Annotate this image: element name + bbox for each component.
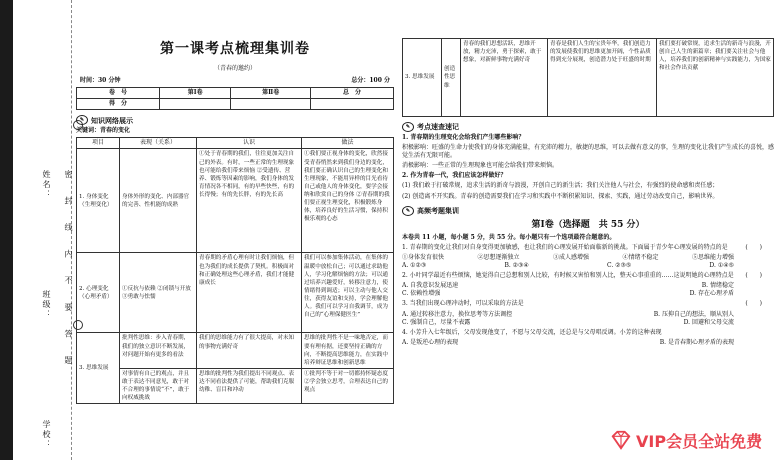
column-header: 项目 (77, 138, 120, 149)
question-1: 1. 青春期的变化让我们对自身变得更加敏感，也让我们的心理发展开始面临新的挑战。下面属于青少年心理发展的特点的是 ( ) (402, 243, 762, 251)
table-cell: ①处于青春期的我们，往往更加关注自己的外表。有时，一些正常的生理现象也可能给我们带来烦恼 ②受遗传、营养、锻炼等因素的影响，我们身体的发育情况各不相同，有的早些快些，有的长得慢；有的先长胖，有的先长高 (197, 149, 302, 253)
part-title: 第Ⅰ卷（选择题 共 55 分） (531, 219, 645, 230)
choice[interactable]: A. 是叛逆心理的表现 (402, 338, 459, 346)
score-header: 第Ⅰ卷 (159, 88, 230, 99)
choice[interactable]: A. 自我意识发展迅速 (402, 282, 459, 290)
school-label: 学校： (42, 420, 51, 450)
review-answer: 积极影响：旺盛的生命力使我们的身体充满能量，有充沛的精力，敏捷的思维，可以去做有意义的事，生理的变化让我们产生成长的喜悦，感觉生活有无限可能。 (402, 144, 775, 160)
question-2-choices (402, 290, 774, 298)
time-label: 时间：30 分钟 (80, 76, 121, 84)
table-cell: 身体外形的变化、内部器官的完善、性机能的成熟 (120, 149, 197, 253)
table-cell: ①反抗与依赖 ②闭锁与开放 ③勇敢与怯懦 (120, 253, 197, 333)
review-answer: (1) 我们敢于打破常规，追求生活的新奇与浪漫，开创自己的新生活；我们关注他人与社会，有强烈的使命感和责任感； (402, 182, 719, 190)
review-question: 1. 青春期的生理变化会给我们产生哪些影响？ (402, 134, 525, 141)
column-header: 表现（关系） (120, 138, 197, 149)
table-cell: 对事情有自己的观点，并且敢于表达不同意见，敢于对不合理的事情说“不”，敢于向权威挑战 (120, 368, 197, 403)
section-title: 知识网络展示 (91, 115, 133, 125)
watermark-text: VIP会员全站免费 (636, 431, 763, 451)
class-label: 班级： (42, 290, 51, 320)
instruction: 本卷共 11 小题，每小题 5 分，共 55 分。每小题只有一个选项最符合题意的。 (402, 233, 616, 241)
question-1-choices (402, 262, 774, 270)
question-3-choices (402, 311, 774, 319)
question-4-choices (402, 339, 774, 347)
page-subtitle: （青春的邀约） (213, 64, 256, 72)
choice[interactable]: C. 依赖性增强 (402, 290, 441, 298)
table-cell: 青春的我们思想活跃，思维开放，精力充沛，勇于探索，敢于想象，对新鲜事物充满好奇 (461, 39, 548, 117)
review-answer: (2) 创造离不开实践。青春的创造需要我们在学习和实践中不断积累知识、探索、实践，通过劳动改变自己，影响世界。 (402, 192, 719, 200)
score-header: 第Ⅱ卷 (231, 88, 311, 99)
score-table (76, 87, 394, 110)
choice[interactable]: D. 回避和父母交流 (683, 318, 734, 326)
question-1-statements: ①身体发育很快 ②思想逐渐独立 ③成人感增强 ④情绪不稳定 ⑤思维能力增强 (402, 253, 734, 261)
left-page (76, 0, 394, 460)
choice[interactable]: A. ①②③ (402, 262, 427, 270)
knowledge-table (76, 137, 394, 404)
score-cell[interactable] (159, 99, 230, 110)
table-cell: ①批判不等于对一切都持怀疑态度 ②学会独立思考，合理表达自己的观点 (302, 368, 394, 403)
question-3: 3. 当我们出现心理冲动时，可以采取的方法是 ( ) (402, 300, 762, 308)
table-cell: 青春是我们人生的宝贵年华，我们创造力的发展使我们的思维更加开阔，个性品质得到充分展现，创造潜力处于旺盛的时期 (548, 39, 657, 117)
exam-meta (76, 77, 394, 85)
review-question: 2. 作为青春一代，我们应该怎样做好？ (402, 172, 507, 180)
choice[interactable]: C. ②③⑤ (606, 262, 632, 270)
question-4: 4. 小芳升入七年级后，父母发现他变了，不愿与父母交流，还总是与父母唱反调。小芳的这种表现 (402, 328, 662, 336)
exam-section-heading (402, 206, 774, 216)
section-icon: ✎ (76, 115, 88, 125)
diamond-icon (610, 429, 632, 451)
choice[interactable]: D. 存在心理矛盾 (689, 290, 734, 298)
section-icon: ✎ (402, 206, 414, 216)
right-page (402, 0, 774, 460)
question-2: 2. 小叶同学最近有些烦恼，她觉得自己总想和别人比较，有时候又害怕和别人比，整天心事重重的……这说明她的心理特点是 ( ) (402, 272, 762, 280)
table-cell: 2. 心理变化（心理矛盾） (77, 253, 120, 333)
name-label: 姓名： (42, 170, 51, 200)
choice[interactable]: B. 情绪稳定 (701, 282, 734, 290)
section-title: 高频考题集训 (417, 205, 459, 215)
choice[interactable]: B. ②③④ (504, 262, 529, 270)
review-answer: 消极影响：一些正常的生理现象也可能会给我们带来烦恼。 (402, 162, 559, 170)
score-header: 卷 号 (77, 88, 160, 99)
choice[interactable]: C. 强制自己，尽量不表露 (402, 318, 471, 326)
choice[interactable]: A. 通过转移注意力，换位思考等方法调控 (402, 310, 513, 318)
table-cell: 思维的批判性为我们提出不同观点、表达不同看法提供了可能，帮助我们克服幼稚、盲目和冲动 (197, 368, 302, 403)
score-cell[interactable] (310, 99, 393, 110)
table-cell: 青春期的矛盾心理有时让我们烦恼，但也为我们的成长提供了契机。积极面对和正确处理这些心理矛盾，我们才能健康成长 (197, 253, 302, 333)
key-point: 关键词：青春的变化 (76, 127, 131, 135)
choice[interactable]: B. 压抑自己的想法，顺从别人 (653, 310, 734, 318)
choice[interactable]: B. 是青春期心理矛盾的表现 (659, 338, 734, 346)
table-cell: 我们可以参加集体活动，在集体的温暖中放松自己；可以通过求助他人，学习化解烦恼的方法；可以通过培养兴趣爱好，转移注意力，使情绪得到调适；可以主动与他人交往，获得友谊和支持，学会理解他人。我们可以学习自我调节，成为自己的“心理保健医生” (302, 253, 394, 333)
vip-watermark[interactable] (606, 420, 776, 460)
binding-margin (13, 0, 72, 460)
table-cell: ①我们要正视身体的变化，欣然接受青春悄然来到我们身边的变化，我们要正确认识自己的生理变化和生理现象，不能用异样的目光看待自己或他人的身体变化，要学会接纳和欣赏自己的身体 ②青春期的我们要正视生理变化，积极锻炼身体，培养良好的生活习惯，保持积极乐观的心态 (302, 149, 394, 253)
table-cell: 我们的思维能力有了很大提高，对未知的事物充满好奇 (197, 333, 302, 368)
continued-table (402, 38, 774, 117)
choice[interactable]: D. ①④⑤ (709, 262, 734, 270)
page-title: 第一课考点梳理集训卷 (160, 41, 310, 57)
table-cell: 1. 身体变化（生理变化） (77, 149, 120, 253)
table-cell: 思维的批判性不是一味地否定，而要有理有据，还要坚持正确的方向，不断提高思维能力，在实践中培养辩证思维和创新思维 (302, 333, 394, 368)
table-cell: 3. 思维发展 (403, 39, 442, 117)
table-cell: 3. 思维发展 (77, 333, 120, 404)
score-cell[interactable] (231, 99, 311, 110)
answer-blank[interactable]: ( ) (745, 272, 762, 280)
table-cell: 批判性思维：步入青春期，我们的独立意识不断发展，对问题开始有更多的看法 (120, 333, 197, 368)
exam-points-heading (402, 122, 774, 132)
score-header: 总 分 (310, 88, 393, 99)
column-header: 做法 (302, 138, 394, 149)
total-label: 总分：100 分 (351, 76, 390, 84)
table-cell: 我们要打破常规，追求生活的新奇与浪漫，开创自己人生的新篇章；我们要关注社会与他人，培养我们的创新精神与实践能力，为国家和社会作出贡献 (657, 39, 774, 117)
knowledge-section-heading (76, 115, 394, 125)
answer-blank[interactable]: ( ) (745, 300, 762, 308)
table-cell: 创造性思维 (442, 39, 461, 117)
seal-line-text: 密 封 线 内 不 要 答 题 (64, 170, 73, 372)
question-3-choices (402, 319, 774, 327)
column-header: 认识 (197, 138, 302, 149)
section-title: 考点速查速记 (417, 122, 459, 132)
section-icon: ✎ (402, 122, 414, 132)
binding-edge (0, 0, 13, 460)
score-row-label: 得 分 (77, 99, 160, 110)
answer-blank[interactable]: ( ) (745, 243, 762, 251)
